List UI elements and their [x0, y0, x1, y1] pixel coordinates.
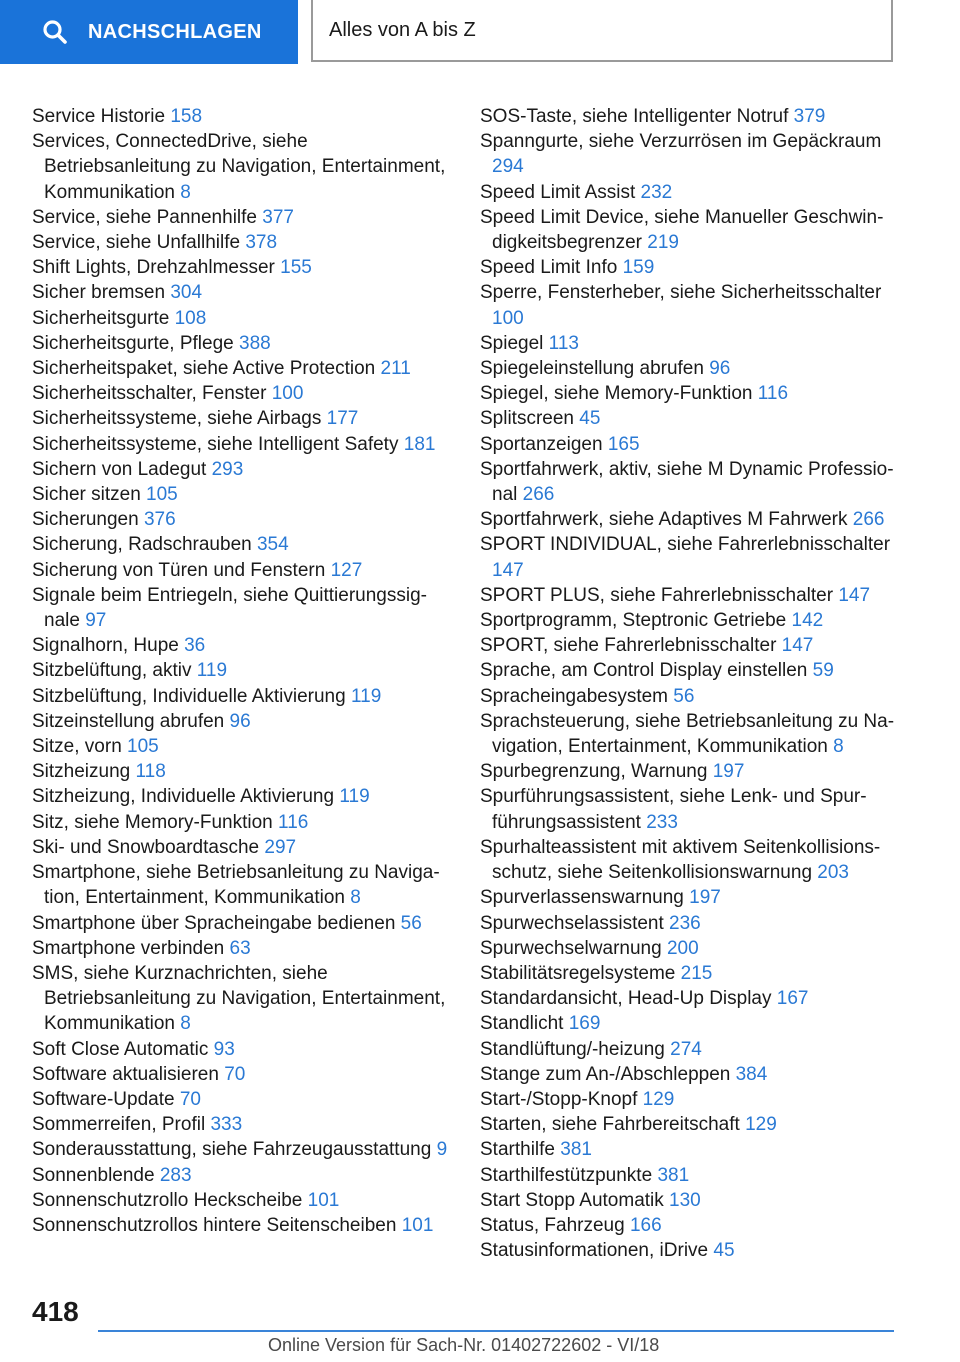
index-entry-page-link[interactable]: 294 [492, 156, 524, 178]
index-entry [480, 1011, 900, 1036]
index-entry-text: Sportfahrwerk, siehe Adaptives M Fahrwerk [480, 509, 853, 531]
index-entry-page-link[interactable]: 354 [256, 534, 289, 556]
index-entry [32, 734, 452, 759]
index-entry-page-link[interactable]: 155 [280, 257, 312, 279]
index-entry [32, 1062, 452, 1087]
index-entry-text: Sportanzeigen [480, 433, 608, 455]
index-entry [32, 104, 452, 129]
index-entry-page-link[interactable]: 266 [852, 509, 885, 531]
index-entry-text: Splitscreen [480, 408, 580, 430]
index-entry-text: Standlicht [480, 1013, 569, 1035]
index-entry-text: Soft Close Automatic [32, 1038, 214, 1060]
index-entry-text: Service, siehe Unfallhilfe [32, 232, 246, 254]
index-entry [480, 406, 900, 431]
index-entry-text: Spiegel, siehe Memory-Funktion [480, 383, 758, 405]
index-entry-page-link[interactable]: 130 [669, 1189, 701, 1211]
index-entry [32, 205, 452, 230]
index-entry-text: Sitzbelüftung, Individuelle Aktivierung [32, 685, 351, 707]
index-entry [32, 558, 452, 583]
index-entry-page-link[interactable]: 96 [229, 710, 251, 732]
index-column-left [32, 104, 452, 1238]
index-entry [480, 432, 900, 457]
index-entry-page-link[interactable]: 283 [159, 1164, 192, 1186]
index-entry [32, 1112, 452, 1137]
index-entry-page-link[interactable]: 97 [85, 610, 107, 632]
index-entry [32, 759, 452, 784]
index-entry-text: Shift Lights, Drehzahlmesser [32, 257, 281, 279]
index-entry-page-link[interactable]: 215 [680, 962, 713, 984]
index-entry-text: Sitzheizung [32, 761, 136, 783]
index-entry-page-link[interactable]: 70 [179, 1088, 201, 1110]
index-entry [480, 104, 900, 129]
index-entry-text: Sonnenschutzrollos hintere Seitenscheiben [32, 1214, 402, 1236]
index-entry-page-link[interactable]: 297 [264, 836, 297, 858]
index-entry [32, 911, 452, 936]
index-entry [480, 129, 900, 179]
index-entry-text: Sitzbelüftung, aktiv [32, 660, 197, 682]
index-entry [32, 1213, 452, 1238]
index-entry-text: SOS-Taste, siehe Intelligenter Notruf [480, 106, 794, 127]
index-entry-text: Spurwechselassistent [480, 912, 670, 934]
index-entry-page-link[interactable]: 118 [135, 761, 166, 783]
index-entry-text: SPORT, siehe Fahrerlebnisschalter [480, 635, 782, 657]
index-entry [32, 406, 452, 431]
index-entry-page-link[interactable]: 304 [170, 282, 203, 304]
index-entry-text: Stange zum An-/Abschleppen [480, 1063, 736, 1085]
index-entry-text: Software aktualisieren [32, 1063, 225, 1085]
index-entry [32, 432, 452, 457]
index-entry-page-link[interactable]: 381 [657, 1164, 690, 1186]
index-entry-text: Sicherheitssysteme, siehe Intelligent Safety [32, 433, 404, 455]
index-entry [480, 1112, 900, 1137]
index-entry [480, 1037, 900, 1062]
index-entry-text: Sicherung, Radschrauben [32, 534, 257, 556]
index-entry [480, 1213, 900, 1238]
index-entry-text: Spurwechselwarnung [480, 937, 667, 959]
index-entry-text: Service, siehe Pannenhilfe [32, 206, 263, 228]
index-entry [32, 835, 452, 860]
index-entry-text: Starthilfestützpunkte [480, 1164, 658, 1186]
index-entry-text: Sprache, am Control Display einstellen [480, 660, 813, 682]
index-entry [32, 482, 452, 507]
index-entry-page-link[interactable]: 116 [757, 383, 789, 405]
index-entry-page-link[interactable]: 266 [522, 484, 555, 506]
index-entry-page-link[interactable]: 233 [646, 811, 678, 833]
index-entry-text: Service Historie [32, 106, 171, 127]
index-entry-page-link[interactable]: 56 [400, 912, 422, 934]
index-entry-page-link[interactable]: 8 [180, 1013, 191, 1035]
index-entry [32, 860, 452, 910]
index-entry-text: Sprachsteuerung, siehe Betriebsanleitung zu Navigation, Entertainment, Kommunikation [480, 710, 895, 758]
index-entry-text: Sicher sitzen [32, 484, 147, 506]
index-entry-page-link[interactable]: 45 [713, 1240, 735, 1262]
index-entry [480, 936, 900, 961]
index-entry-text: Sicherheitsgurte [32, 307, 175, 329]
index-entry-text: Spurführungsassistent, siehe Lenk- und Spurführungsassistent [480, 786, 867, 833]
index-entry [480, 180, 900, 205]
index-entry-text: Stabilitätsregelsysteme [480, 962, 681, 984]
index-entry-page-link[interactable]: 165 [607, 433, 640, 455]
index-entry-page-link[interactable]: 9 [436, 1139, 448, 1161]
index-entry-page-link[interactable]: 167 [776, 988, 809, 1010]
index-entry-text: Statusinformationen, iDrive [480, 1240, 714, 1262]
index-entry-page-link[interactable]: 127 [330, 559, 363, 581]
search-icon [42, 19, 68, 45]
index-entry-page-link[interactable]: 100 [492, 307, 524, 329]
index-entry-page-link[interactable]: 381 [560, 1139, 592, 1161]
index-entry [480, 709, 900, 759]
index-entry [32, 129, 452, 205]
index-entry-text: Sportprogramm, Steptronic Getriebe [480, 610, 792, 632]
index-entry-text: Speed Limit Device, siehe Manueller Geschwindigkeitsbegrenzer [480, 206, 884, 254]
index-entry-text: Sonderausstattung, siehe Fahrzeugausstattung [32, 1139, 437, 1161]
index-entry [32, 532, 452, 557]
index-entry-page-link[interactable]: 8 [350, 887, 361, 909]
index-entry-page-link[interactable]: 197 [689, 887, 721, 909]
index-entry [32, 1037, 452, 1062]
footer-text: Online Version für Sach-Nr. 01402722602 - VI/18 [268, 1335, 660, 1355]
index-entry-text: Spanngurte, siehe Verzurrösen im Gepäckraum [480, 131, 882, 153]
index-entry-text: Speed Limit Info [480, 257, 623, 279]
index-entry-text: SPORT INDIVIDUAL, siehe Fahrerlebnisschalter [480, 534, 891, 556]
index-entry [32, 936, 452, 961]
index-entry-page-link[interactable]: 232 [640, 181, 673, 203]
index-entry-text: Services, ConnectedDrive, siehe Betriebsanleitung zu Navigation, Entertainment, Kommunikation [32, 131, 446, 203]
index-entry-page-link[interactable]: 181 [403, 433, 436, 455]
index-entry-text: Speed Limit Assist [480, 181, 641, 203]
index-entry-text: Sicherheitsschalter, Fenster [32, 383, 272, 405]
index-entry-page-link[interactable]: 129 [642, 1088, 675, 1110]
index-entry [480, 532, 900, 582]
index-entry-page-link[interactable]: 96 [709, 358, 731, 380]
index-entry-page-link[interactable]: 274 [670, 1038, 702, 1060]
index-entry [32, 356, 452, 381]
index-entry-text: Sicherheitspaket, siehe Active Protection [32, 358, 381, 380]
index-entry-page-link[interactable]: 147 [492, 559, 524, 581]
index-entry [32, 709, 452, 734]
index-entry [32, 507, 452, 532]
index-entry-page-link[interactable]: 158 [170, 106, 203, 127]
index-entry-text: Spiegeleinstellung abrufen [480, 358, 710, 380]
index-entry-page-link[interactable]: 8 [833, 736, 844, 758]
index-entry-page-link[interactable]: 211 [380, 358, 411, 380]
index-entry-text: Spiegel [480, 332, 549, 354]
index-entry-page-link[interactable]: 166 [629, 1214, 662, 1236]
index-entry-page-link[interactable]: 119 [339, 786, 370, 808]
index-entry-page-link[interactable]: 379 [793, 106, 826, 127]
index-entry-page-link[interactable]: 203 [817, 862, 849, 884]
index-entry [32, 658, 452, 683]
index-entry [480, 1087, 900, 1112]
index-entry-page-link[interactable]: 129 [745, 1114, 777, 1136]
tab-label: NACHSCHLAGEN [88, 20, 262, 43]
index-entry-text: Sicherung von Türen und Fenstern [32, 559, 331, 581]
index-entry [32, 381, 452, 406]
page-title: Alles von A bis Z [329, 18, 476, 41]
index-entry [480, 759, 900, 784]
index-entry [32, 1163, 452, 1188]
index-entry-page-link[interactable]: 56 [673, 685, 695, 707]
index-entry-page-link[interactable]: 93 [213, 1038, 235, 1060]
index-entry-text: Sperre, Fensterheber, siehe Sicherheitsschalter [480, 282, 882, 304]
index-entry-text: Sitze, vorn [32, 736, 128, 758]
index-entry-page-link[interactable]: 388 [239, 332, 271, 354]
index-entry-page-link[interactable]: 142 [791, 610, 824, 632]
index-entry-text: Sonnenschutzrollo Heckscheibe [32, 1189, 308, 1211]
index-entry-text: Sicherungen [32, 509, 144, 531]
index-entry [32, 583, 452, 633]
index-entry-page-link[interactable]: 36 [184, 635, 206, 657]
index-entry-text: Sportfahrwerk, aktiv, siehe M Dynamic Professional [480, 458, 894, 506]
index-entry [480, 658, 900, 683]
index-entry-text: Spurbegrenzung, Warnung [480, 761, 713, 783]
index-entry-text: Software-Update [32, 1088, 180, 1110]
index-entry-page-link[interactable]: 384 [735, 1063, 768, 1085]
index-entry [32, 230, 452, 255]
index-entry-text: Sichern von Ladegut [32, 458, 212, 480]
index-entry [32, 810, 452, 835]
index-entry [32, 684, 452, 709]
index-entry-page-link[interactable]: 293 [211, 458, 244, 480]
index-entry [480, 633, 900, 658]
index-entry-text: Sitz, siehe Memory-Funktion [32, 811, 279, 833]
index-entry-page-link[interactable]: 376 [143, 509, 176, 531]
index-entry-text: Starten, siehe Fahrbereitschaft [480, 1114, 746, 1136]
index-entry-text: Standardansicht, Head-Up Display [480, 988, 777, 1010]
index-entry-text: Smartphone verbinden [32, 937, 230, 959]
index-entry-page-link[interactable]: 116 [278, 811, 309, 833]
index-entry-page-link[interactable]: 105 [146, 484, 178, 506]
index-entry [32, 457, 452, 482]
index-entry-page-link[interactable]: 119 [196, 660, 228, 682]
index-entry [32, 331, 452, 356]
index-entry [32, 633, 452, 658]
index-entry-text: Sommerreifen, Profil [32, 1114, 211, 1136]
index-entry-page-link[interactable]: 147 [838, 584, 871, 606]
index-entry-page-link[interactable]: 108 [174, 307, 207, 329]
index-entry-page-link[interactable]: 119 [350, 685, 382, 707]
index-entry [480, 255, 900, 280]
index-entry-page-link[interactable]: 219 [647, 232, 679, 254]
index-entry [480, 457, 900, 507]
index-entry [480, 1062, 900, 1087]
index-entry-page-link[interactable]: 169 [568, 1013, 601, 1035]
index-entry-text: Sicherheitsgurte, Pflege [32, 332, 240, 354]
index-entry-text: Smartphone über Spracheingabe bedienen [32, 912, 401, 934]
index-entry [32, 1188, 452, 1213]
index-entry-page-link[interactable]: 378 [245, 232, 278, 254]
index-entry-text: Sitzheizung, Individuelle Aktivierung [32, 786, 340, 808]
index-entry-page-link[interactable]: 105 [127, 736, 159, 758]
page-number: 418 [32, 1296, 79, 1327]
index-entry [32, 280, 452, 305]
index-entry-text: Sicher bremsen [32, 282, 171, 304]
index-column-right [480, 104, 900, 1263]
index-entry-text: Start Stopp Automatik [480, 1189, 670, 1211]
index-entry [480, 961, 900, 986]
index-entry [480, 1137, 900, 1162]
index-entry [480, 507, 900, 532]
index-entry-text: Standlüftung/-heizung [480, 1038, 671, 1060]
index-entry-text: Ski- und Snowboardtasche [32, 836, 265, 858]
index-entry [32, 961, 452, 1037]
index-entry-text: Sicherheitssysteme, siehe Airbags [32, 408, 327, 430]
index-entry [480, 205, 900, 255]
index-entry-text: Starthilfe [480, 1139, 561, 1161]
index-entry-text: Status, Fahrzeug [480, 1214, 630, 1236]
index-entry-page-link[interactable]: 101 [401, 1214, 434, 1236]
section-header [311, 0, 893, 62]
index-entry-page-link[interactable]: 100 [271, 383, 304, 405]
index-entry [480, 684, 900, 709]
index-entry [480, 1188, 900, 1213]
index-entry-text: Spurhalteassistent mit aktivem Seitenkollisionsschutz, siehe Seitenkollisionswarnung [480, 836, 881, 884]
index-entry-text: Signalhorn, Hupe [32, 635, 185, 657]
index-entry [480, 911, 900, 936]
index-entry [480, 381, 900, 406]
index-entry-page-link[interactable]: 200 [666, 937, 699, 959]
index-entry [480, 1163, 900, 1188]
index-entry [32, 784, 452, 809]
index-entry-page-link[interactable]: 63 [229, 937, 251, 959]
index-entry-page-link[interactable]: 8 [180, 181, 191, 203]
index-entry [32, 255, 452, 280]
index-entry [480, 835, 900, 885]
index-entry-page-link[interactable]: 59 [812, 660, 834, 682]
index-entry [480, 784, 900, 834]
index-entry [480, 1238, 900, 1263]
index-entry-page-link[interactable]: 70 [224, 1063, 246, 1085]
index-entry [32, 306, 452, 331]
index-entry-text: Signale beim Entriegeln, siehe Quittierungssignale [32, 584, 427, 632]
index-entry-page-link[interactable]: 113 [548, 332, 579, 354]
index-entry [480, 885, 900, 910]
index-entry-text: SMS, siehe Kurznachrichten, siehe Betriebsanleitung zu Navigation, Entertainment, Kommunikation [32, 962, 446, 1035]
nachschlagen-tab[interactable] [0, 0, 298, 64]
index-entry-page-link[interactable]: 177 [326, 408, 359, 430]
index-entry-page-link[interactable]: 236 [669, 912, 701, 934]
index-entry [480, 356, 900, 381]
index-entry [480, 583, 900, 608]
index-entry [480, 280, 900, 330]
index-entry-text: Smartphone, siehe Betriebsanleitung zu Navigation, Entertainment, Kommunikation [32, 862, 440, 909]
index-entry-page-link[interactable]: 159 [622, 257, 655, 279]
index-entry-text: Sonnenblende [32, 1164, 160, 1186]
index-entry-text: Spurverlassenswarnung [480, 887, 690, 909]
index-entry-text: Spracheingabesystem [480, 685, 674, 707]
index-entry-text: SPORT PLUS, siehe Fahrerlebnisschalter [480, 584, 839, 606]
index-entry [480, 608, 900, 633]
index-entry-page-link[interactable]: 377 [262, 206, 294, 228]
index-entry [32, 1137, 452, 1162]
index-entry-page-link[interactable]: 197 [712, 761, 745, 783]
index-entry [480, 331, 900, 356]
index-entry-text: Sitzeinstellung abrufen [32, 710, 230, 732]
index-entry-page-link[interactable]: 147 [781, 635, 814, 657]
index-entry-page-link[interactable]: 101 [307, 1189, 340, 1211]
index-entry [32, 1087, 452, 1112]
footer-divider [98, 1330, 894, 1332]
index-entry-page-link[interactable]: 45 [579, 408, 601, 430]
index-entry-text: Start-/Stopp-Knopf [480, 1088, 643, 1110]
index-entry-page-link[interactable]: 333 [210, 1114, 243, 1136]
index-entry [480, 986, 900, 1011]
